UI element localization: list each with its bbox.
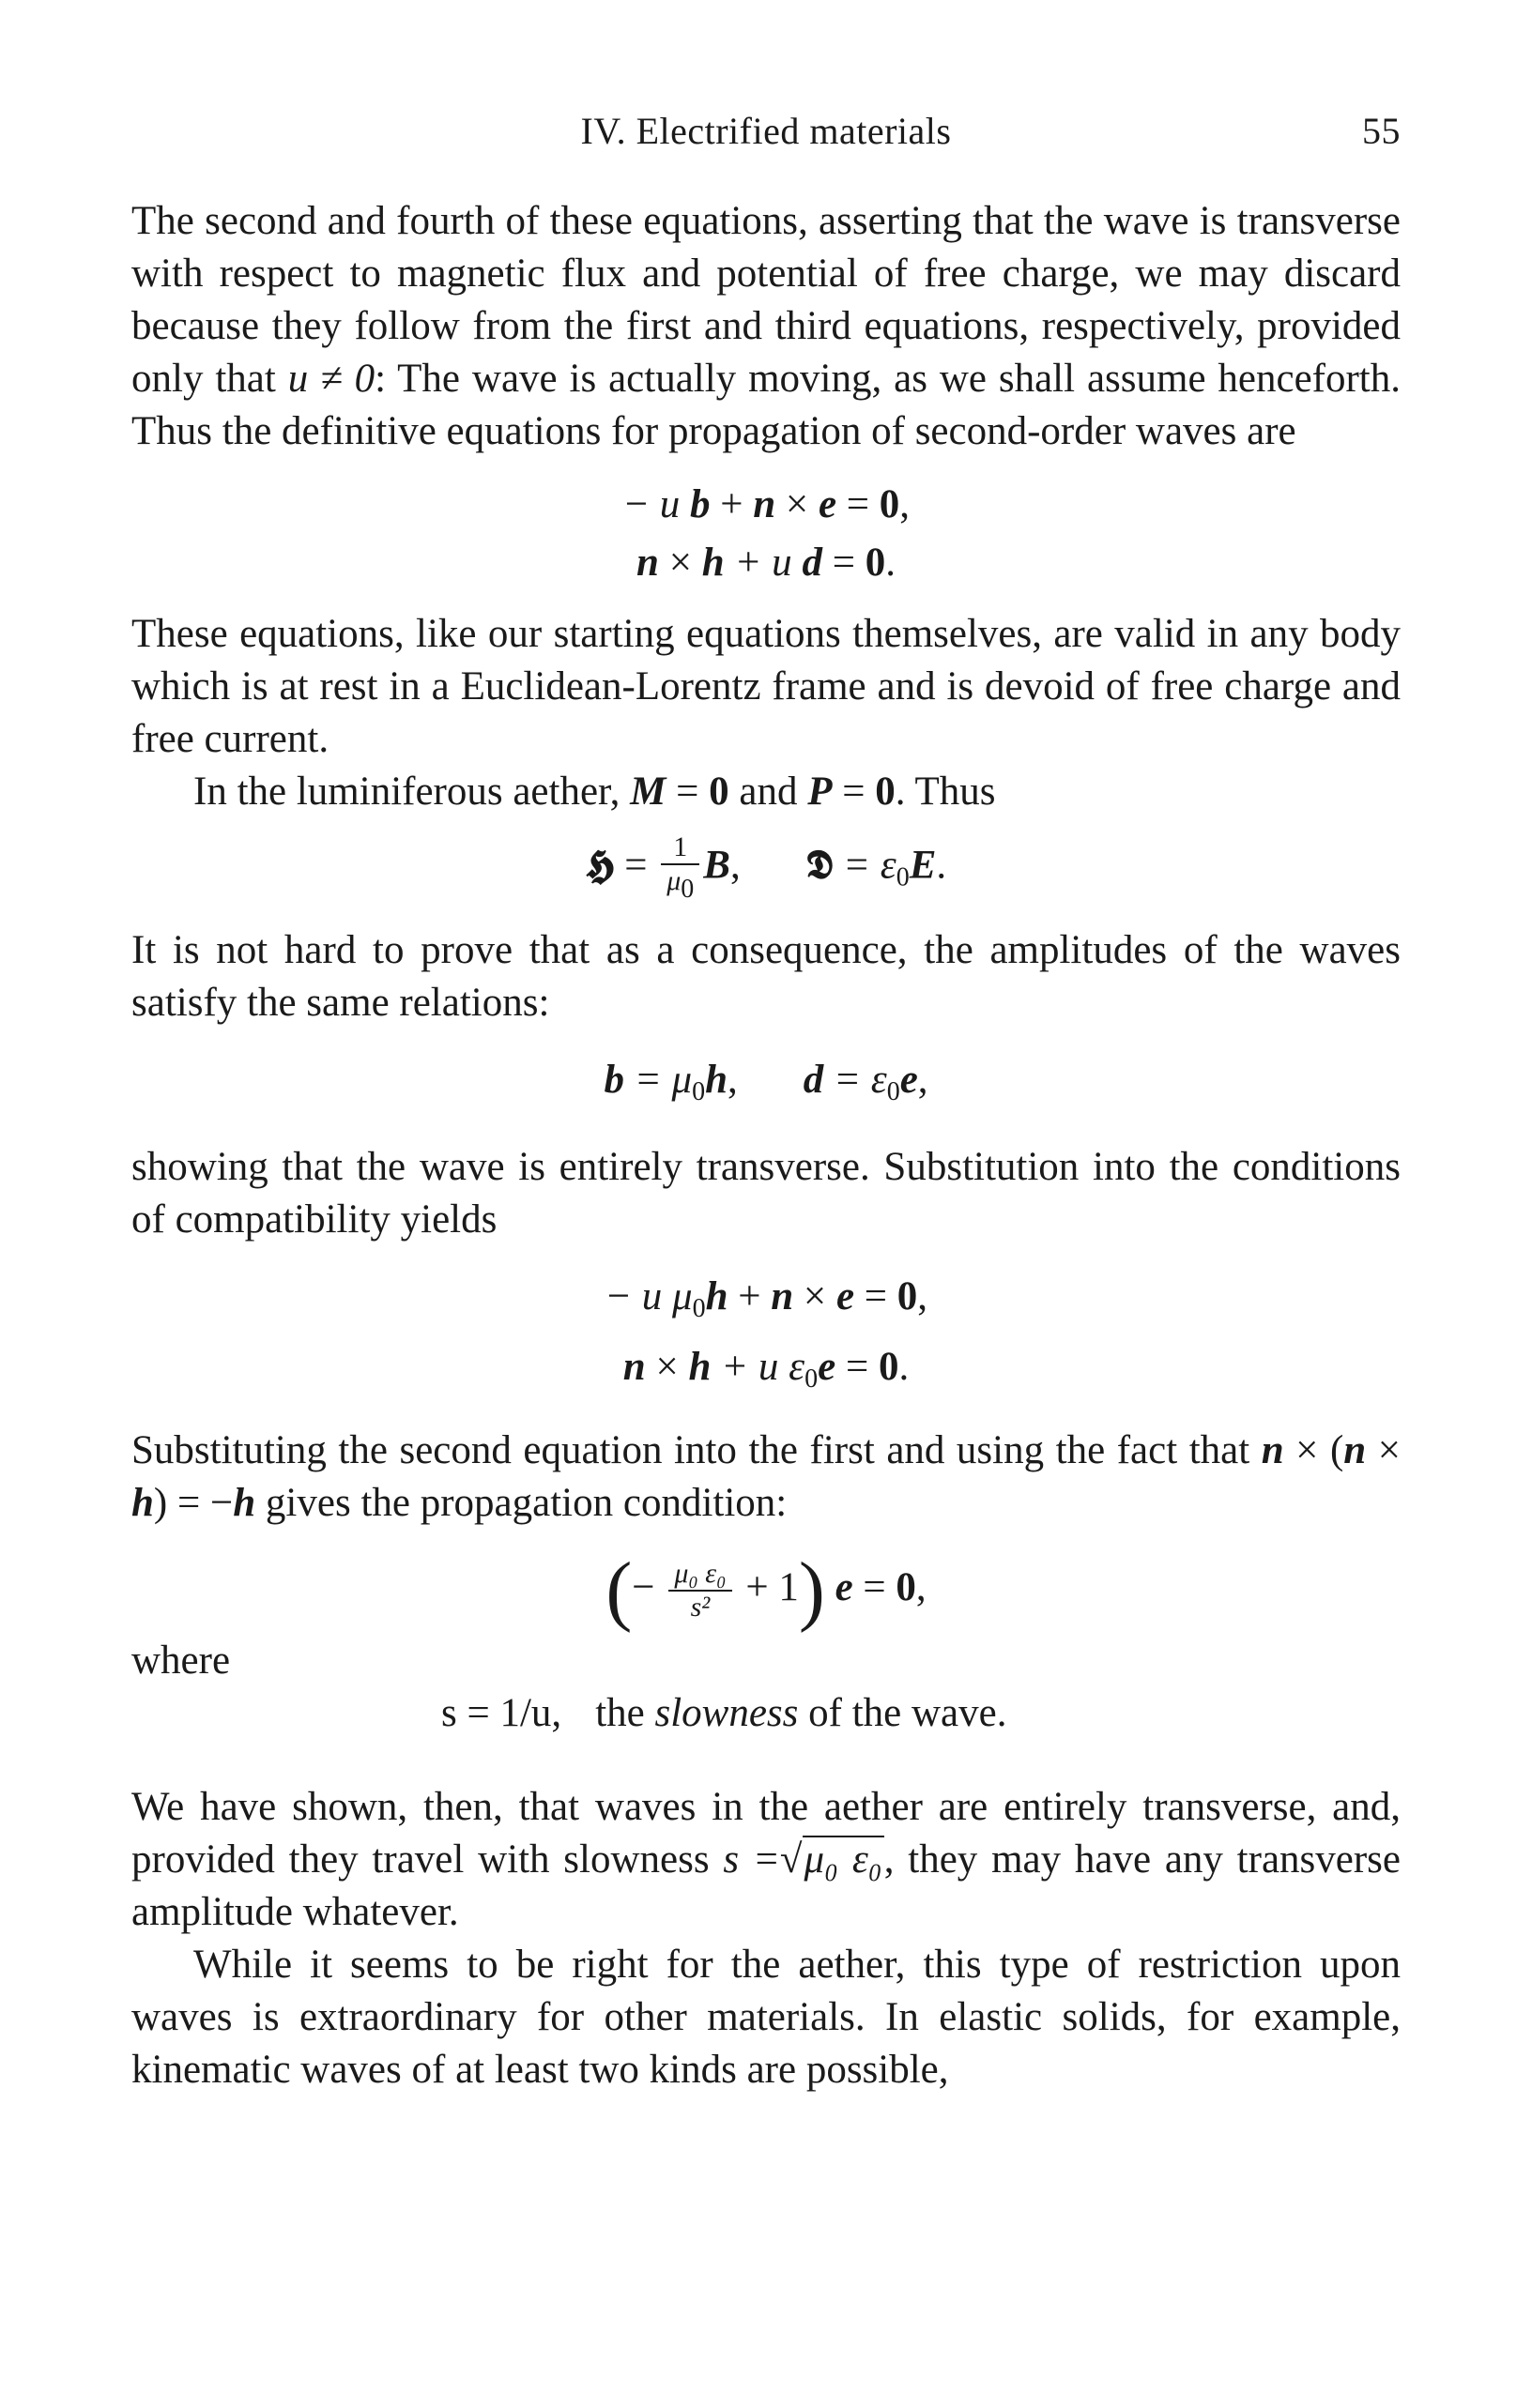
symbol-h: h	[131, 1481, 154, 1525]
eq-term: e	[818, 482, 837, 526]
comma: ,	[917, 1058, 928, 1102]
eq-sign: =	[852, 1564, 896, 1609]
eq-term: 0	[865, 541, 886, 585]
numerator: 1	[661, 831, 699, 865]
symbol-n: n	[1343, 1428, 1367, 1472]
equation-5	[131, 1547, 1401, 1634]
slowness-symbol: s =	[723, 1837, 780, 1882]
slowness-formula: s = 1/u,	[441, 1691, 562, 1735]
eq-term: +	[710, 482, 754, 526]
subscript: 0	[692, 1294, 706, 1323]
eq-sign: ) = −	[153, 1481, 234, 1525]
equation-4b	[131, 1341, 1401, 1406]
page-number: 55	[1362, 110, 1401, 152]
subscript: 0	[886, 1077, 900, 1106]
subscript: 0	[804, 1364, 819, 1394]
eq-term: n	[622, 1345, 646, 1389]
paragraph-4: It is not hard to prove that as a consequence, the amplitudes of the waves satisfy the same relations:	[131, 928, 1401, 1025]
eq-term: h	[705, 1274, 728, 1318]
eq-term: +	[728, 1274, 772, 1318]
paragraph-6-text: Substituting the second equation into the first and using the fact that	[131, 1428, 1250, 1472]
right-paren: )	[798, 1547, 825, 1634]
eq-term: h	[701, 541, 725, 585]
paragraph-1	[131, 195, 1401, 458]
equation-block-1	[131, 479, 1401, 589]
subscript: 0	[681, 875, 695, 904]
symbol-M: M	[630, 770, 666, 814]
paragraph-7-end: , they may have any transverse amplitude whatever.	[131, 1837, 1401, 1934]
symbol-n: n	[1261, 1428, 1284, 1472]
equation-1a	[131, 479, 1401, 531]
eq-term: 0	[878, 1345, 899, 1389]
denominator: s²	[690, 1592, 711, 1623]
equation-2	[131, 831, 1401, 906]
fraktur-H: 𝕳	[585, 841, 615, 889]
eq-term: n	[753, 482, 776, 526]
eq-term: =	[835, 1345, 879, 1389]
symbol-b: b	[604, 1058, 624, 1102]
eq-term: ,	[899, 482, 911, 526]
eq-term: ×	[775, 482, 819, 526]
eq-sign: =	[666, 770, 710, 814]
cross: ×	[1366, 1428, 1401, 1472]
comma: ,	[729, 843, 741, 888]
eq-term: e	[835, 1274, 855, 1318]
paragraph-3-end: . Thus	[895, 770, 996, 814]
conjunction: and	[728, 770, 808, 814]
eq-term: b	[689, 482, 711, 526]
slowness-definition	[441, 1687, 1006, 1740]
symbol-e: e	[899, 1058, 918, 1102]
paragraph-8: While it seems to be right for the aether, this type of restriction upon waves is extraordinary for other materials. In elastic solids, for example, kinematic waves of at least two kinds are possible,	[131, 1943, 1401, 2092]
symbol-h: h	[705, 1058, 728, 1102]
paragraph-7	[131, 1781, 1401, 1939]
eq-term: n	[636, 541, 659, 585]
cross: × (	[1283, 1428, 1344, 1472]
zero: 0	[875, 770, 896, 814]
equation-4a	[131, 1271, 1401, 1335]
fraction	[661, 831, 699, 906]
mu: μ	[666, 865, 682, 896]
equation-1b	[131, 537, 1401, 589]
eq-term: h	[688, 1345, 712, 1389]
eq-sign: = ε	[833, 843, 896, 888]
paragraph-5: showing that the wave is entirely transverse. Substitution into the conditions of compatibility yields	[131, 1145, 1401, 1242]
eq-term: + u ε	[711, 1345, 805, 1389]
running-head	[131, 105, 1401, 161]
eq-term: ×	[645, 1345, 689, 1389]
plus-one: + 1	[735, 1564, 799, 1609]
where-label: where	[131, 1638, 231, 1683]
denominator	[661, 865, 699, 906]
eq-term: + u	[724, 541, 803, 585]
eq-term: − u	[621, 482, 690, 526]
paragraph-7-text: We have shown, then, that waves in the aether are entirely transverse, and, provided they travel with slowness	[131, 1785, 1401, 1882]
eq-term: ×	[793, 1274, 836, 1318]
eq-term: − u μ	[604, 1274, 693, 1318]
subscript: 0	[896, 862, 910, 892]
zero: 0	[896, 1564, 916, 1609]
paragraph-3-text: In the luminiferous aether,	[193, 770, 620, 814]
paragraph-6	[131, 1425, 1401, 1530]
symbol-d: d	[803, 1058, 824, 1102]
sqrt-sign: √	[779, 1837, 803, 1882]
numerator: μ₀ ε₀	[668, 1558, 731, 1592]
left-paren: (	[605, 1547, 633, 1634]
paragraph-1-text: The second and fourth of these equations, asserting that the wave is transverse with respect to magnetic flux and potential of free charge, we may discard because they follow from the first and third equations, respectively, provided only that	[131, 199, 1401, 401]
symbol-B: B	[703, 843, 730, 888]
zero: 0	[709, 770, 729, 814]
paragraph-1-end: : The wave is actually moving, as we shall assume henceforth. Thus the definitive equations for propagation of second-order waves are	[131, 357, 1402, 453]
eq-sign: =	[614, 843, 658, 888]
eq-term: .	[898, 1345, 910, 1389]
eq-term: =	[854, 1274, 897, 1318]
page	[131, 105, 1401, 2096]
eq-term: .	[885, 541, 896, 585]
paragraph-6-end: gives the propagation condition:	[255, 1481, 788, 1525]
eq-sign: =	[832, 770, 876, 814]
running-title: IV. Electrified materials	[580, 110, 952, 152]
eq-term: e	[818, 1345, 836, 1389]
eq-term: =	[821, 541, 866, 585]
eq-term: n	[771, 1274, 794, 1318]
sqrt-body: μ₀ ε₀	[804, 1837, 882, 1882]
eq-term: ,	[917, 1274, 928, 1318]
paragraph-3	[131, 766, 1401, 818]
minus: −	[632, 1564, 666, 1609]
eq-sign: = ε	[823, 1058, 887, 1102]
subscript: 0	[692, 1077, 706, 1106]
equation-block-4	[131, 1271, 1401, 1406]
symbol-e: e	[835, 1564, 853, 1609]
eq-term: 0	[896, 1274, 918, 1318]
where-row	[131, 1633, 1401, 1735]
slowness-text: the	[595, 1691, 655, 1735]
eq-term: d	[802, 541, 822, 585]
period: .	[936, 843, 947, 888]
symbol-h: h	[233, 1481, 256, 1525]
fraktur-D: 𝕯	[805, 841, 834, 889]
eq-term: 0	[879, 482, 900, 526]
comma: ,	[727, 1058, 738, 1102]
comma: ,	[915, 1564, 927, 1609]
paragraph-2: These equations, like our starting equations themselves, are valid in any body which is at rest in a Euclidean-Lorentz frame and is devoid of free charge and free current.	[131, 612, 1401, 761]
nonzero-condition: u ≠ 0	[287, 357, 375, 401]
eq-term: =	[836, 482, 880, 526]
slowness-text: of the wave.	[798, 1691, 1007, 1735]
eq-term: ×	[658, 541, 702, 585]
eq-sign: = μ	[623, 1058, 693, 1102]
symbol-E: E	[909, 843, 937, 888]
equation-3	[131, 1054, 1401, 1119]
fraction	[668, 1558, 731, 1623]
symbol-P: P	[807, 770, 833, 814]
slowness-term: slowness	[654, 1691, 799, 1735]
